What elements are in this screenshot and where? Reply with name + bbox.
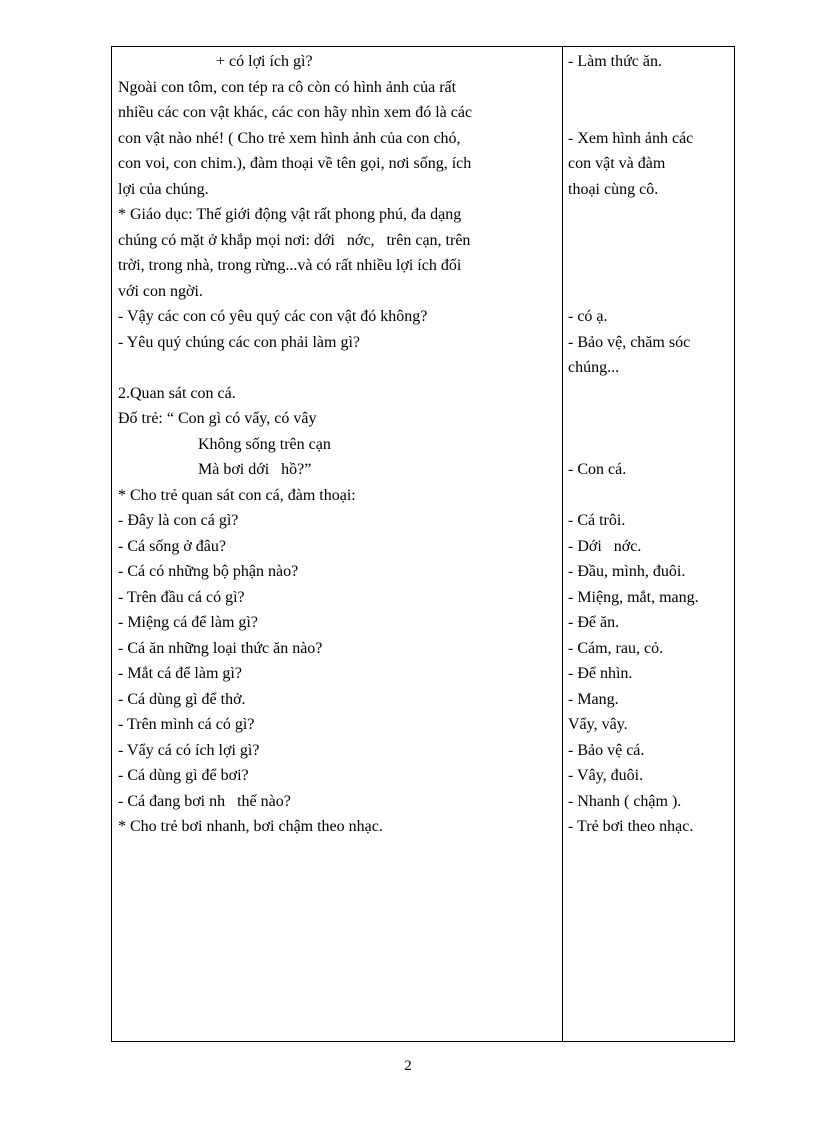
text-line: trời, trong nhà, trong rừng...và có rất nhiều lợi ích đối: [118, 257, 462, 274]
question-line: - Cá dùng gì để thở.: [118, 690, 246, 708]
answer-line: - Trẻ bơi theo nhạc.: [568, 818, 694, 835]
text-line: * Giáo dục: Thế giới động vật rất phong phú, đa dạng: [118, 206, 462, 223]
answer-line: [568, 432, 734, 458]
answer-line: - Làm thức ăn.: [568, 53, 662, 70]
answer-line: - có ạ.: [568, 308, 608, 325]
answer-line: [568, 228, 734, 254]
text-line: lợi của chúng.: [118, 180, 209, 198]
answer-line: - Bảo vệ, chăm sóc: [568, 333, 691, 351]
question-line: - Mắt cá để làm gì?: [118, 665, 242, 682]
answer-line: thoại cùng cô.: [568, 180, 659, 198]
answer-line: - Mang.: [568, 690, 619, 708]
answer-line: - Miệng, mắt, mang.: [568, 588, 699, 606]
text-line: [118, 355, 558, 381]
text-line: - Vậy các con có yêu quý các con vật đó không?: [118, 308, 428, 325]
page-number: 2: [404, 1058, 412, 1074]
question-line: - Miệng cá để làm gì?: [118, 614, 258, 631]
teacher-activity-column: [118, 49, 558, 840]
riddle-line: Mà bơi dới hồ?”: [198, 461, 312, 478]
answer-line: - Dới nớc.: [568, 537, 642, 555]
question-line: - Vẩy cá có ích lợi gì?: [118, 741, 260, 759]
text-line: Đố trẻ: “ Con gì có vẩy, có vây: [118, 410, 317, 427]
answer-line: [568, 406, 734, 432]
answer-line: chúng...: [568, 359, 620, 376]
answer-line: - Vây, đuôi.: [568, 767, 644, 784]
answer-line: [568, 75, 734, 101]
riddle-line: Không sống trên cạn: [198, 435, 331, 453]
answer-line: - Nhanh ( chậm ).: [568, 792, 682, 810]
question-line: - Trên đầu cá có gì?: [118, 588, 245, 606]
text-line: con vật nào nhé! ( Cho trẻ xem hình ảnh của con chó,: [118, 129, 461, 147]
answer-line: con vật và đàm: [568, 155, 666, 172]
answer-line: Vẩy, vây.: [568, 716, 628, 733]
text-line: Ngoài con tôm, con tép ra cô còn có hình ảnh của rất: [118, 78, 457, 96]
text-line: + có lợi ích gì?: [216, 53, 313, 70]
answer-line: [568, 279, 734, 305]
text-line: - Yêu quý chúng các con phải làm gì?: [118, 333, 360, 351]
question-line: - Cá đang bơi nh thế nào?: [118, 792, 291, 810]
text-line: với con ngời.: [118, 282, 203, 300]
question-line: - Cá dùng gì để bơi?: [118, 767, 249, 784]
answer-line: - Cá trôi.: [568, 512, 626, 529]
answer-line: [568, 381, 734, 407]
answer-line: - Bảo vệ cá.: [568, 741, 645, 759]
lesson-table: [111, 46, 735, 1042]
text-line: chúng có mặt ở khắp mọi nơi: dới nớc, trên cạn, trên: [118, 231, 471, 249]
answer-line: - Đầu, mình, đuôi.: [568, 563, 686, 580]
question-line: - Cá ăn những loại thức ăn nào?: [118, 639, 323, 657]
answer-line: [568, 202, 734, 228]
question-line: - Trên mình cá có gì?: [118, 716, 255, 733]
answer-line: - Con cá.: [568, 461, 627, 478]
question-line: - Đây là con cá gì?: [118, 512, 239, 529]
column-divider: [562, 47, 563, 1041]
answer-line: - Cám, rau, cỏ.: [568, 639, 664, 657]
text-line: nhiều các con vật khác, các con hãy nhìn xem đó là các: [118, 104, 473, 121]
text-line: * Cho trẻ bơi nhanh, bơi chậm theo nhạc.: [118, 818, 383, 835]
answer-line: [568, 100, 734, 126]
text-line: con voi, con chim.), đàm thoại về tên gọi, nơi sống, ích: [118, 155, 472, 172]
answer-line: - Để ăn.: [568, 614, 620, 631]
answer-line: [568, 483, 734, 509]
child-activity-column: [568, 49, 734, 840]
answer-line: - Để nhìn.: [568, 665, 633, 682]
text-line: * Cho trẻ quan sát con cá, đàm thoại:: [118, 486, 356, 504]
answer-line: [568, 253, 734, 279]
section-heading: 2.Quan sát con cá.: [118, 384, 236, 402]
question-line: - Cá sống ở đâu?: [118, 537, 226, 555]
question-line: - Cá có những bộ phận nào?: [118, 563, 299, 580]
answer-line: - Xem hình ảnh các: [568, 129, 694, 147]
